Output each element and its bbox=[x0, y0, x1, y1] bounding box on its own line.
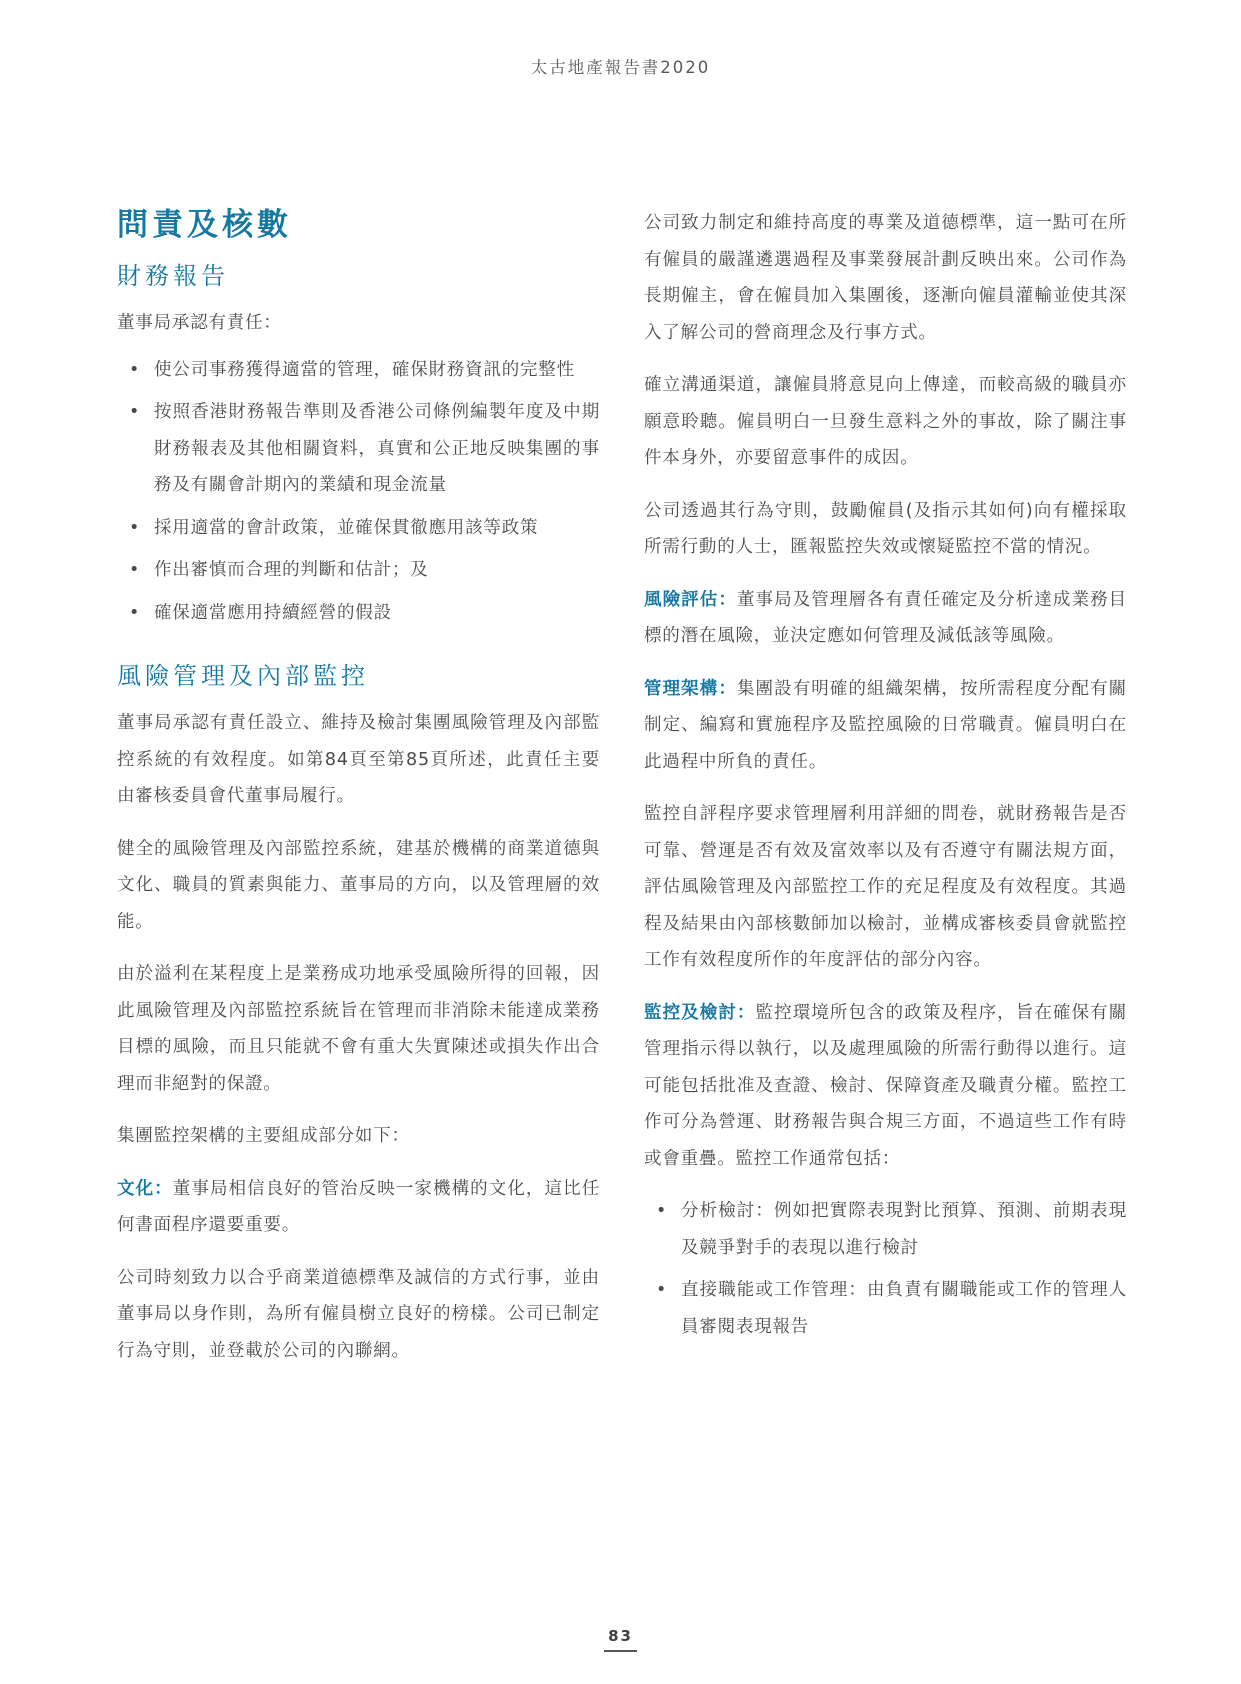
heading-risk-management: 風險管理及內部監控 bbox=[117, 662, 369, 690]
right-column bbox=[644, 205, 1127, 1385]
culture-label: 文化： bbox=[117, 1178, 173, 1199]
page-title: 問責及核數 bbox=[117, 207, 292, 243]
risk-assessment-label: 風險評估： bbox=[644, 589, 737, 610]
paragraph-sound-system: 健全的風險管理及內部監控系統，建基於機構的商業道德與文化、職員的質素與能力、董事局的方向，以及管理層的效能。 bbox=[117, 838, 600, 932]
monitoring-review-text: 監控環境所包含的政策及程序，旨在確保有關管理指示得以執行，以及處理風險的所需行動得以進行。這可能包括批准及查證、檢討、保障資產及職責分權。監控工作可分為營運、財務報告與合規三方面，不過這些工作有時或會重疊。監控工作通常包括： bbox=[644, 1002, 1127, 1169]
monitoring-review-label: 監控及檢討： bbox=[644, 1002, 756, 1023]
list-item: • 按照香港財務報告準則及香港公司條例編製年度及中期財務報表及其他相關資料，真實和公正地反映集團的事務及有關會計期內的業績和現金流量 bbox=[117, 394, 600, 504]
paragraph-self-assessment: 監控自評程序要求管理層利用詳細的問卷，就財務報告是否可靠、營運是否有效及富效率以及有否遵守有關法規方面，評估風險管理及內部監控工作的充足程度及有效程度。其過程及結果由內部核數師加以檢討，並構成審核委員會就監控工作有效程度所作的年度評估的部分內容。 bbox=[644, 804, 1127, 970]
paragraph-professional-standards: 公司致力制定和維持高度的專業及道德標準，這一點可在所有僱員的嚴謹遴選過程及事業發展計劃反映出來。公司作為長期僱主，會在僱員加入集團後，逐漸向僱員灌輸並使其深入了解公司的營商理念及行事方式。 bbox=[644, 213, 1127, 343]
list-item: • 確保適當應用持續經營的假設 bbox=[117, 595, 600, 632]
paragraph-ethics-closing: 公司時刻致力以合乎商業道德標準及誠信的方式行事，並由董事局以身作則，為所有僱員樹立良好的榜樣。公司已制定行為守則，並登載於公司的內聯網。 bbox=[117, 1267, 600, 1361]
heading-financial-reporting: 財務報告 bbox=[117, 262, 229, 290]
paragraph-management-structure bbox=[644, 671, 1127, 781]
risk-assessment-text: 董事局及管理層各有責任確定及分析達成業務目標的潛在風險，並決定應如何管理及減低該等風險。 bbox=[644, 589, 1127, 646]
list-item: • 直接職能或工作管理：由負責有關職能或工作的管理人員審閱表現報告 bbox=[644, 1272, 1127, 1345]
financial-reporting-intro: 董事局承認有責任： bbox=[117, 313, 282, 333]
paragraph-profit-risk: 由於溢利在某程度上是業務成功地承受風險所得的回報，因此風險管理及內部監控系統旨在管理而非消除未能達成業務目標的風險，而且只能就不會有重大失實陳述或損失作出合理而非絕對的保證。 bbox=[117, 964, 600, 1094]
list-item: • 採用適當的會計政策，並確保貫徹應用該等政策 bbox=[117, 510, 600, 547]
financial-reporting-bullet-list bbox=[117, 352, 600, 632]
paragraph-monitoring-review bbox=[644, 995, 1127, 1178]
list-item: • 使公司事務獲得適當的管理，確保財務資訊的完整性 bbox=[117, 352, 600, 389]
left-column bbox=[117, 205, 600, 1385]
culture-text: 董事局相信良好的管治反映一家機構的文化，這比任何書面程序還要重要。 bbox=[117, 1178, 600, 1235]
list-item: • 分析檢討：例如把實際表現對比預算、預測、前期表現及競爭對手的表現以進行檢討 bbox=[644, 1193, 1127, 1266]
paragraph-code-of-conduct: 公司透過其行為守則，鼓勵僱員(及指示其如何)向有權採取所需行動的人士，匯報監控失效或懷疑監控不當的情況。 bbox=[644, 500, 1127, 557]
management-structure-text: 集團設有明確的組織架構，按所需程度分配有關制定、編寫和實施程序及監控風險的日常職責。僱員明白在此過程中所負的責任。 bbox=[644, 678, 1127, 772]
list-item: • 作出審慎而合理的判斷和估計；及 bbox=[117, 552, 600, 589]
monitoring-bullet-list bbox=[644, 1193, 1127, 1345]
paragraph-control-framework-intro: 集團監控架構的主要組成部分如下： bbox=[117, 1126, 410, 1146]
paragraph-culture bbox=[117, 1171, 600, 1244]
paragraph-communication-channels: 確立溝通渠道，讓僱員將意見向上傳達，而較高級的職員亦願意聆聽。僱員明白一旦發生意料之外的事故，除了關注事件本身外，亦要留意事件的成因。 bbox=[644, 375, 1127, 468]
paragraph-risk-responsibility: 董事局承認有責任設立、維持及檢討集團風險管理及內部監控系統的有效程度。如第84頁至第85頁所述，此責任主要由審核委員會代董事局履行。 bbox=[117, 713, 600, 806]
paragraph-risk-assessment bbox=[644, 582, 1127, 655]
page-header-title: 太古地產報告書2020 bbox=[530, 58, 711, 77]
page-number: 83 bbox=[604, 1627, 637, 1652]
management-structure-label: 管理架構： bbox=[644, 678, 737, 699]
page-footer bbox=[0, 1626, 1241, 1652]
page-content bbox=[117, 205, 1127, 1385]
